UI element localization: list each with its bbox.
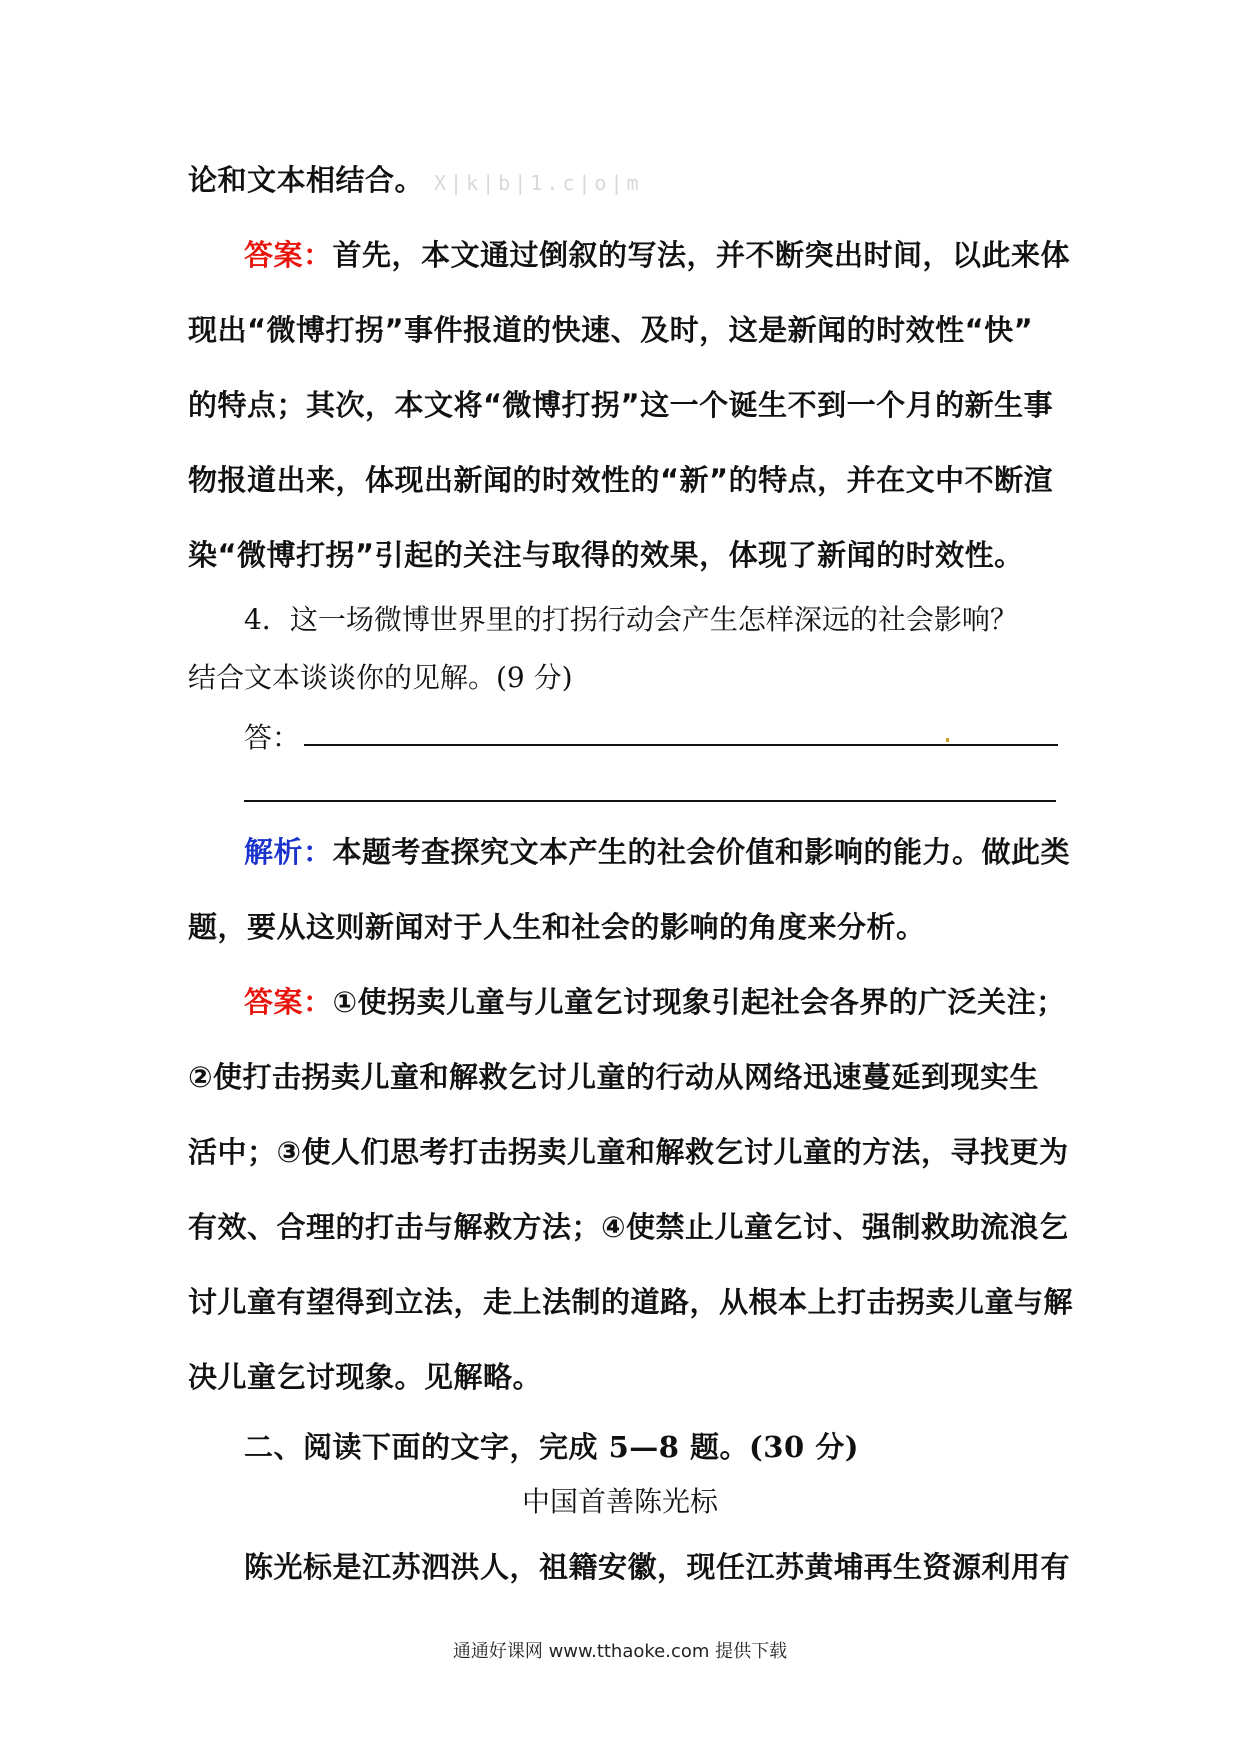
answer-line: 讨儿童有望得到立法，走上法制的道路，从根本上打击拐卖儿童与解	[188, 1285, 1074, 1319]
answer-line: 的特点；其次，本文将“微博打拐”这一个诞生不到一个月的新生事	[188, 388, 1054, 422]
answer-line: ②使打击拐卖儿童和解救乞讨儿童的行动从网络迅速蔓延到现实生	[188, 1060, 1040, 1094]
answer-line: 活中；③使人们思考打击拐卖儿童和解救乞讨儿童的方法，寻找更为	[188, 1135, 1069, 1169]
analysis-text: 本题考查探究文本产生的社会价值和影响的能力。做此类	[332, 835, 1071, 869]
answer-line: 决儿童乞讨现象。见解略。	[188, 1360, 543, 1394]
question-line: 结合文本谈谈你的见解。(9 分)	[188, 661, 573, 694]
analysis-line	[244, 830, 1114, 871]
analysis-label: 解析：	[244, 835, 333, 869]
answer-blank-line[interactable]	[244, 800, 1056, 802]
section-heading: 二、阅读下面的文字，完成 5—8 题。(30 分)	[244, 1430, 859, 1464]
answer-label: 答案：	[244, 985, 333, 1019]
answer-blank-line[interactable]	[304, 744, 1058, 746]
answer-label: 答案：	[244, 238, 333, 272]
answer-line: 染“微博打拐”引起的关注与取得的效果，体现了新闻的时效性。	[188, 538, 1024, 572]
watermark-text: X|k|b|1.c|o|m	[434, 171, 643, 195]
ink-dot	[946, 738, 949, 742]
paragraph-text: 论和文本相结合。	[188, 163, 425, 197]
text-line	[188, 158, 1058, 199]
analysis-line: 题，要从这则新闻对于人生和社会的影响的角度来分析。	[188, 910, 926, 944]
answer-text: ①使拐卖儿童与儿童乞讨现象引起社会各界的广泛关注；	[332, 985, 1066, 1019]
answer-text: 首先，本文通过倒叙的写法，并不断突出时间，以此来体	[332, 238, 1071, 272]
answer-line	[244, 233, 1114, 274]
article-first-line: 陈光标是江苏泗洪人，祖籍安徽，现任江苏黄埔再生资源利用有	[244, 1550, 1071, 1584]
article-title: 中国首善陈光标	[521, 1485, 718, 1518]
answer-prompt: 答：	[244, 721, 301, 754]
answer-line: 有效、合理的打击与解救方法；④使禁止儿童乞讨、强制救助流浪乞	[188, 1210, 1069, 1244]
answer-line: 现出“微博打拐”事件报道的快速、及时，这是新闻的时效性“快”	[188, 313, 1034, 347]
answer-line: 物报道出来，体现出新闻的时效性的“新”的特点，并在文中不断渲	[188, 463, 1054, 497]
question-line: 4．这一场微博世界里的打拐行动会产生怎样深远的社会影响？	[244, 603, 1018, 636]
answer-line	[244, 980, 1114, 1021]
footer-text: 通通好课网 www.tthaoke.com 提供下载	[452, 1641, 788, 1662]
